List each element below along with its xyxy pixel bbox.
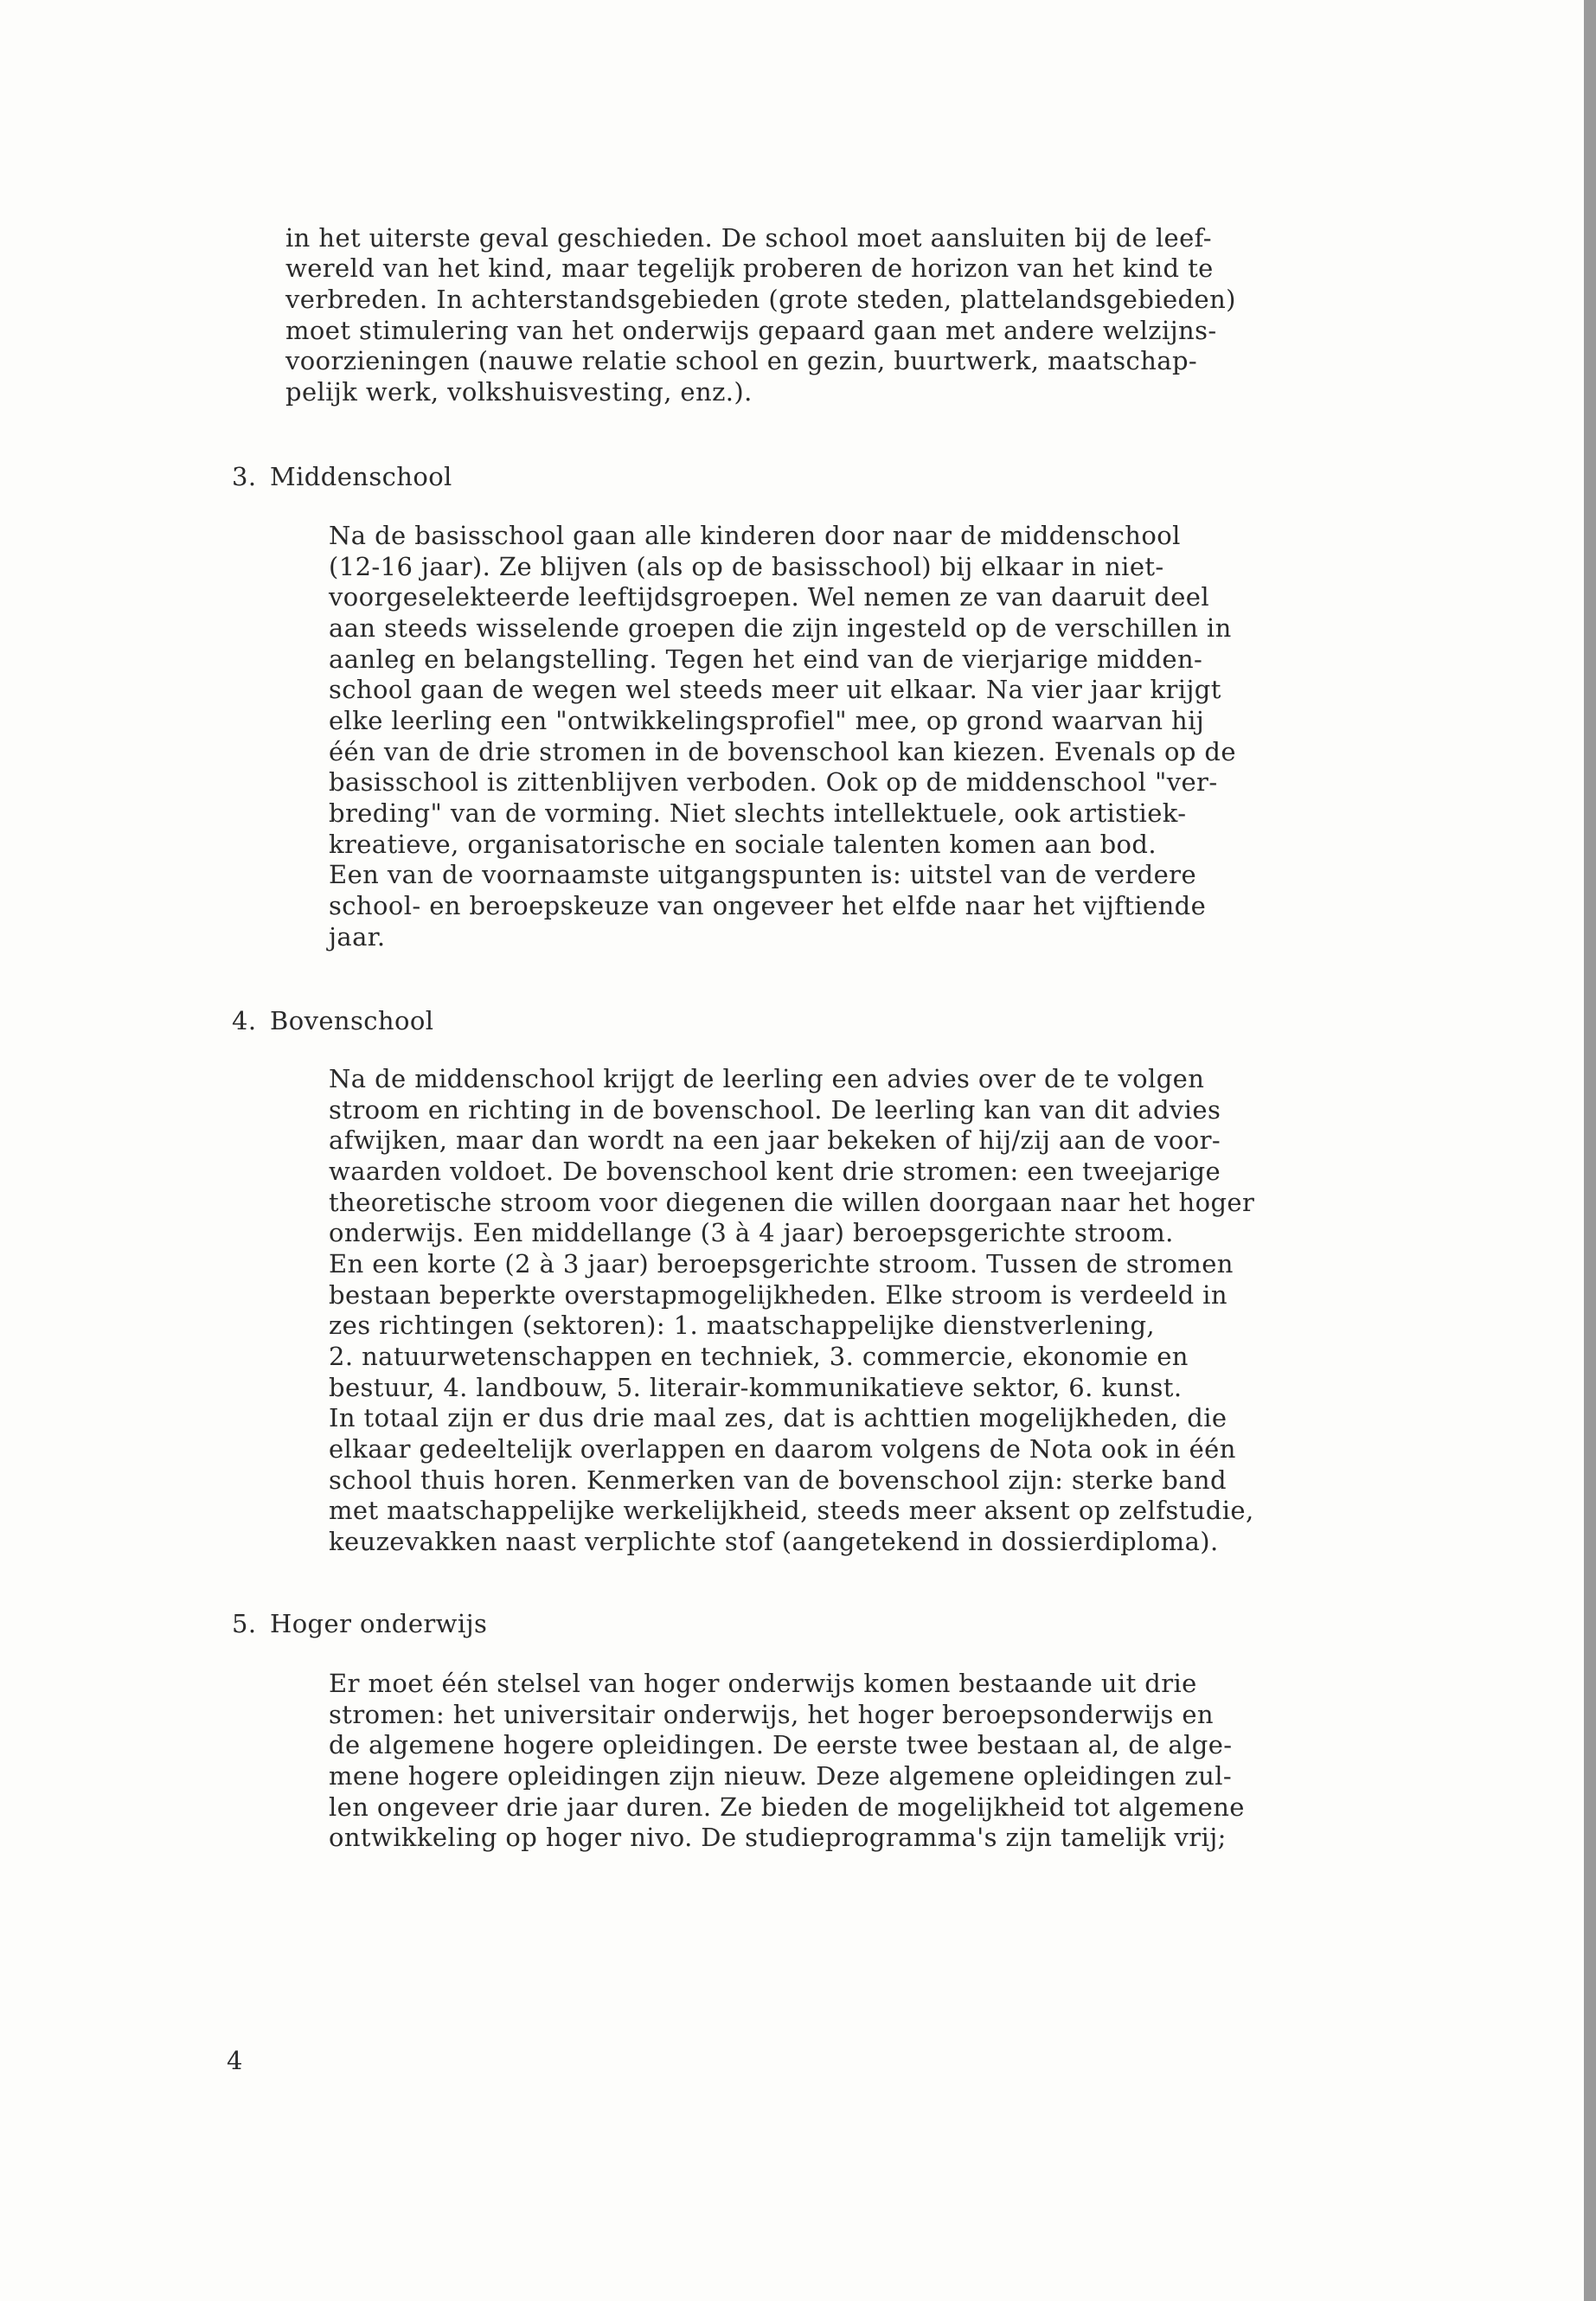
- text-line: ontwikkeling op hoger nivo. De studieprogramma's zijn tamelijk vrij;: [329, 1823, 1227, 1852]
- text-line: voorzieningen (nauwe relatie school en gezin, buurtwerk, maatschap-: [285, 346, 1198, 375]
- text-line: school thuis horen. Kenmerken van de bovenschool zijn: sterke band: [329, 1465, 1227, 1495]
- section-number: 5.: [232, 1609, 257, 1638]
- section-title: Bovenschool: [270, 1006, 434, 1035]
- text-line: school- en beroepskeuze van ongeveer het elfde naar het vijftiende: [329, 891, 1207, 920]
- text-line: jaar.: [329, 922, 386, 952]
- text-line: met maatschappelijke werkelijkheid, steeds meer aksent op zelfstudie,: [329, 1496, 1254, 1525]
- text-line: aan steeds wisselende groepen die zijn ingesteld op de verschillen in: [329, 613, 1232, 643]
- text-line: Een van de voornaamste uitgangspunten is: uitstel van de verdere: [329, 860, 1197, 889]
- text-line: basisschool is zittenblijven verboden. Ook op de middenschool "ver-: [329, 767, 1218, 797]
- section-number: 4.: [232, 1006, 257, 1035]
- section-heading-hoger-onderwijs: [232, 1609, 487, 1638]
- section-heading-bovenschool: [232, 1006, 433, 1035]
- text-line: school gaan de wegen wel steeds meer uit elkaar. Na vier jaar krijgt: [329, 675, 1221, 704]
- text-line: bestuur, 4. landbouw, 5. literair-kommunikatieve sektor, 6. kunst.: [329, 1373, 1183, 1402]
- text-line: wereld van het kind, maar tegelijk proberen de horizon van het kind te: [285, 253, 1214, 283]
- section-number: 3.: [232, 462, 257, 491]
- text-line: aanleg en belangstelling. Tegen het eind van de vierjarige midden-: [329, 644, 1203, 674]
- text-line: breding" van de vorming. Niet slechts intellektuele, ook artistiek-: [329, 798, 1187, 828]
- text-line: In totaal zijn er dus drie maal zes, dat is achttien mogelijkheden, die: [329, 1403, 1227, 1433]
- section-title: Middenschool: [270, 462, 452, 491]
- text-line: elkaar gedeeltelijk overlappen en daarom volgens de Nota ook in één: [329, 1434, 1236, 1464]
- text-line: in het uiterste geval geschieden. De school moet aansluiten bij de leef-: [285, 223, 1212, 253]
- text-line: Na de basisschool gaan alle kinderen door naar de middenschool: [329, 521, 1181, 550]
- text-line: bestaan beperkte overstapmogelijkheden. Elke stroom is verdeeld in: [329, 1280, 1227, 1310]
- text-line: zes richtingen (sektoren): 1. maatschappelijke dienstverlening,: [329, 1311, 1156, 1340]
- text-line: stroom en richting in de bovenschool. De leerling kan van dit advies: [329, 1095, 1221, 1125]
- section-title: Hoger onderwijs: [270, 1609, 488, 1638]
- text-line: voorgeselekteerde leeftijdsgroepen. Wel nemen ze van daaruit deel: [329, 582, 1210, 612]
- text-line: verbreden. In achterstandsgebieden (grote steden, plattelandsgebieden): [285, 285, 1236, 314]
- text-line: Na de middenschool krijgt de leerling een advies over de te volgen: [329, 1064, 1205, 1093]
- text-line: 2. natuurwetenschappen en techniek, 3. commercie, ekonomie en: [329, 1342, 1189, 1371]
- text-line: keuzevakken naast verplichte stof (aangetekend in dossierdiploma).: [329, 1527, 1219, 1556]
- text-line: afwijken, maar dan wordt na een jaar bekeken of hij/zij aan de voor-: [329, 1125, 1221, 1155]
- text-line: de algemene hogere opleidingen. De eerste twee bestaan al, de alge-: [329, 1730, 1233, 1759]
- scan-edge: [1584, 0, 1596, 2301]
- text-line: waarden voldoet. De bovenschool kent drie stromen: een tweejarige: [329, 1157, 1221, 1186]
- text-line: theoretische stroom voor diegenen die willen doorgaan naar het hoger: [329, 1188, 1255, 1217]
- text-line: len ongeveer drie jaar duren. Ze bieden de mogelijkheid tot algemene: [329, 1792, 1245, 1822]
- text-line: stromen: het universitair onderwijs, het hoger beroepsonderwijs en: [329, 1700, 1214, 1729]
- text-line: moet stimulering van het onderwijs gepaard gaan met andere welzijns-: [285, 316, 1217, 345]
- text-line: (12-16 jaar). Ze blijven (als op de basisschool) bij elkaar in niet-: [329, 552, 1164, 581]
- text-line: onderwijs. Een middellange (3 à 4 jaar) beroepsgerichte stroom.: [329, 1218, 1174, 1247]
- text-line: mene hogere opleidingen zijn nieuw. Deze algemene opleidingen zul-: [329, 1761, 1233, 1791]
- text-line: pelijk werk, volkshuisvesting, enz.).: [285, 377, 753, 407]
- text-line: En een korte (2 à 3 jaar) beroepsgerichte stroom. Tussen de stromen: [329, 1249, 1234, 1279]
- section-heading-middenschool: [232, 462, 452, 491]
- page-number: 4: [227, 2046, 243, 2075]
- text-line: elke leerling een "ontwikkelingsprofiel" mee, op grond waarvan hij: [329, 706, 1205, 735]
- text-line: Er moet één stelsel van hoger onderwijs komen bestaande uit drie: [329, 1669, 1197, 1698]
- text-line: kreatieve, organisatorische en sociale talenten komen aan bod.: [329, 830, 1157, 859]
- text-line: één van de drie stromen in de bovenschool kan kiezen. Evenals op de: [329, 737, 1236, 766]
